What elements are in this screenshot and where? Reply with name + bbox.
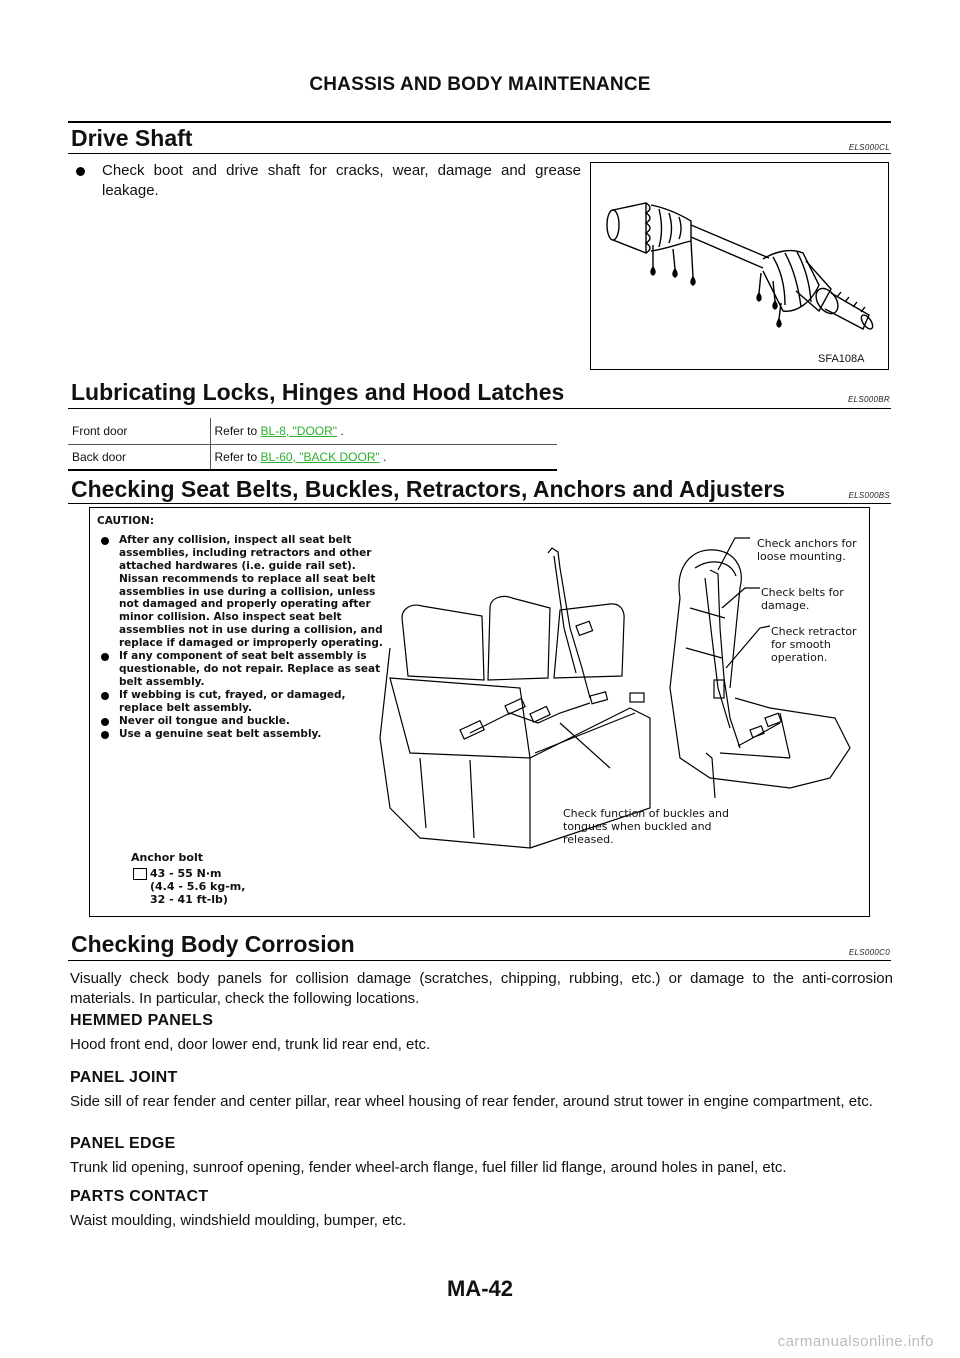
table-cell-item: Back door [68,444,210,470]
callout-belts: Check belts for damage. [761,586,844,612]
bullet-icon [101,718,109,726]
bullet-icon [101,653,109,661]
callout-retractor: Check retractor for smooth operation. [771,625,857,664]
section-rule [68,960,891,961]
caution-text: If webbing is cut, frayed, or damaged, replace belt assembly. [119,688,346,714]
paragraph: Hood front end, door lower end, trunk lid rear end, etc. [70,1036,431,1053]
page-number: MA-42 [446,1276,513,1301]
section-rule [68,503,891,504]
figure-id: SFA108A [818,353,865,365]
drive-shaft-illustration [591,163,889,370]
caution-text: Never oil tongue and buckle. [119,714,290,727]
caution-item [97,534,387,650]
running-title: CHASSIS AND BODY MAINTENANCE [309,74,651,95]
section-code: ELS000CL [848,143,890,152]
caution-item [97,728,387,741]
reference-table [68,418,557,471]
drive-shaft-bullet [76,161,581,201]
table-cell-item: Front door [68,418,210,444]
section-title-corrosion: Checking Body Corrosion [71,931,355,957]
section-rule [68,408,891,409]
torque-line: 32 - 41 ft-lb) [150,893,228,906]
callout-anchors: Check anchors for loose mounting. [757,537,857,563]
table-cell-ref [210,444,557,470]
table-cell-ref [210,418,557,444]
caution-text: If any component of seat belt assembly is questionable, do not repair. Replace as seat belt assembly. [119,650,381,688]
subheading-panel-joint: PANEL JOINT [70,1069,178,1086]
section-title-drive-shaft: Drive Shaft [71,125,193,151]
ref-prefix: Refer to [214,423,261,438]
caution-text: Use a genuine seat belt assembly. [119,727,322,740]
callout-buckles: Check function of buckles and tongues when buckled and released. [563,807,729,846]
caution-item [97,650,387,689]
subheading-hemmed-panels: HEMMED PANELS [70,1012,214,1029]
ref-suffix: . [379,449,387,464]
caution-item [97,715,387,728]
header-rule [68,121,891,123]
ref-prefix: Refer to [214,449,261,464]
paragraph: Waist moulding, windshield moulding, bumper, etc. [70,1212,407,1229]
ref-suffix: . [337,423,344,438]
section-rule [68,153,891,154]
torque-wrench-icon [133,868,147,880]
bullet-icon [76,167,85,176]
drive-shaft-figure [590,162,889,370]
caution-text: After any collision, inspect all seat belt assemblies, including retractors and other attached hardwares (i.e. guide rail set). Nissan recommends to replace all seat belt assemblies in use during a collision, unless not damaged and properly operating after minor collision. Also inspect seat belt assemblies not in use during a collision, and replace if damaged or improperly operating. [119,533,383,650]
bullet-icon [101,692,109,700]
caution-block [97,515,387,740]
cross-reference-link[interactable]: BL-60, "BACK DOOR" [260,449,380,464]
table-row [68,418,557,444]
section-code: ELS000BS [848,491,890,500]
torque-line: (4.4 - 5.6 kg-m, [150,880,246,893]
table-row [68,444,557,470]
anchor-bolt-label: Anchor bolt [131,851,203,864]
corrosion-intro: Visually check body panels for collision damage (scratches, chipping, rubbing, etc.) or damage to the anti-corrosion materials. In particular, check the following locations. [70,970,893,1007]
subheading-panel-edge: PANEL EDGE [70,1135,176,1152]
torque-spec [150,867,245,906]
section-title-lubricating: Lubricating Locks, Hinges and Hood Latches [71,379,565,405]
caution-item [97,689,387,715]
subheading-parts-contact: PARTS CONTACT [70,1188,209,1205]
torque-line: 43 - 55 N·m [150,867,222,880]
paragraph: Trunk lid opening, sunroof opening, fender wheel-arch flange, fuel filler lid flange, around holes in panel, etc. [70,1159,787,1176]
paragraph: Side sill of rear fender and center pillar, rear wheel housing of rear fender, around strut tower in engine compartment, etc. [70,1093,873,1110]
bullet-icon [101,537,109,545]
section-title-seat-belts: Checking Seat Belts, Buckles, Retractors, Anchors and Adjusters [71,476,786,502]
bullet-text: Check boot and drive shaft for cracks, wear, damage and grease leakage. [102,162,581,199]
cross-reference-link[interactable]: BL-8, "DOOR" [260,423,338,438]
bullet-icon [101,731,109,739]
section-code: ELS000C0 [848,948,890,957]
caution-heading: CAUTION: [97,515,155,527]
watermark: carmanualsonline.info [777,1333,934,1350]
section-code: ELS000BR [848,395,890,404]
